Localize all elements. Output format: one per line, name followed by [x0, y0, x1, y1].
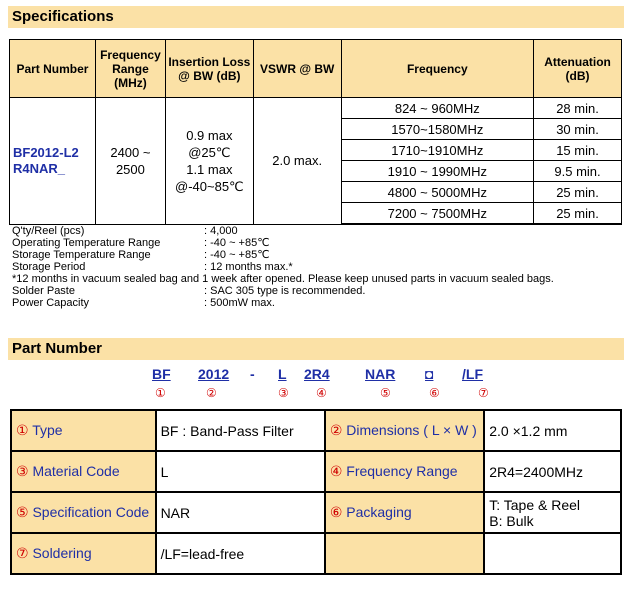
empty-label [325, 533, 484, 574]
type-label: ① Type [11, 410, 156, 451]
packaging-label: ⑥ Packaging [325, 492, 484, 533]
index-2: ② [206, 386, 217, 400]
frequency-range-value: 2R4=2400MHz [484, 451, 621, 492]
table-row [11, 492, 621, 533]
attenuation-cell: 28 min. [534, 98, 622, 119]
attenuation-cell: 15 min. [534, 140, 622, 161]
code-spec: NAR [365, 366, 396, 382]
op-temp-value: : -40 ~ +85℃ [204, 237, 270, 249]
attenuation-cell: 25 min. [534, 203, 622, 225]
part-number-heading: Part Number [8, 338, 624, 360]
solder-paste-value: : SAC 305 type is recommended. [204, 285, 366, 297]
soldering-label: ⑦ Soldering [11, 533, 156, 574]
storage-period-label: Storage Period [12, 261, 86, 273]
power-capacity-label: Power Capacity [12, 297, 90, 309]
frequency-cell: 1710~1910MHz [341, 140, 534, 161]
frequency-cell: 1570~1580MHz [341, 119, 534, 140]
part-number-table [10, 409, 622, 575]
frequency-cell: 7200 ~ 7500MHz [341, 203, 534, 225]
header-frequency-range: Frequency Range (MHz) [95, 40, 165, 98]
soldering-value: /LF=lead-free [156, 533, 325, 574]
table-row [11, 410, 621, 451]
attenuation-cell: 25 min. [534, 182, 622, 203]
index-1: ① [155, 386, 166, 400]
index-4: ④ [316, 386, 327, 400]
storage-footnote: *12 months in vacuum sealed bag and 1 week after opened. Please keep unused parts in vacuum sealed bags. [12, 273, 554, 285]
header-vswr: VSWR @ BW [253, 40, 341, 98]
index-7: ⑦ [478, 386, 489, 400]
header-frequency: Frequency [341, 40, 534, 98]
frequency-cell: 1910 ~ 1990MHz [341, 161, 534, 182]
code-dimensions: 2012 [198, 366, 230, 382]
index-5: ⑤ [380, 386, 391, 400]
code-dash: - [250, 366, 255, 382]
header-insertion-loss: Insertion Loss @ BW (dB) [165, 40, 253, 98]
code-packaging-icon: ◘ [425, 366, 434, 382]
index-3: ③ [278, 386, 289, 400]
table-row [11, 533, 621, 574]
packaging-value: T: Tape & Reel B: Bulk [484, 492, 621, 533]
op-temp-label: Operating Temperature Range [12, 237, 161, 249]
vswr-cell: 2.0 max. [253, 98, 341, 225]
frequency-range-label: ④ Frequency Range [325, 451, 484, 492]
frequency-range-cell: 2400 ~ 2500 [95, 98, 165, 225]
type-value: BF : Band-Pass Filter [156, 410, 325, 451]
attenuation-cell: 9.5 min. [534, 161, 622, 182]
qty-label: Q'ty/Reel (pcs) [12, 225, 85, 237]
index-6: ⑥ [429, 386, 440, 400]
frequency-cell: 824 ~ 960MHz [341, 98, 534, 119]
specifications-table [9, 39, 622, 225]
attenuation-cell: 30 min. [534, 119, 622, 140]
spec-code-label: ⑤ Specification Code [11, 492, 156, 533]
empty-value [484, 533, 621, 574]
material-code-label: ③ Material Code [11, 451, 156, 492]
dimensions-label: ② Dimensions ( L × W ) [325, 410, 484, 451]
solder-paste-label: Solder Paste [12, 285, 75, 297]
table-row [11, 451, 621, 492]
storage-period-value: : 12 months max.* [204, 261, 293, 273]
dimensions-value: 2.0 ×1.2 mm [484, 410, 621, 451]
qty-value: : 4,000 [204, 225, 238, 237]
power-capacity-value: : 500mW max. [204, 297, 275, 309]
code-material: L [278, 366, 287, 382]
header-attenuation: Attenuation (dB) [534, 40, 622, 98]
code-frequency: 2R4 [304, 366, 330, 382]
code-type: BF [152, 366, 171, 382]
spec-code-value: NAR [156, 492, 325, 533]
insertion-loss-cell: 0.9 max @25℃ 1.1 max @-40~85℃ [165, 98, 253, 225]
material-code-value: L [156, 451, 325, 492]
part-code-line [0, 366, 641, 382]
code-soldering: /LF [462, 366, 483, 382]
header-part-number: Part Number [10, 40, 96, 98]
code-index-line [0, 386, 641, 400]
specifications-heading: Specifications [8, 6, 624, 28]
spec-notes [12, 225, 632, 309]
part-number-cell: BF2012-L2R4NAR_ [10, 98, 96, 225]
storage-temp-value: : -40 ~ +85℃ [204, 249, 270, 261]
frequency-cell: 4800 ~ 5000MHz [341, 182, 534, 203]
storage-temp-label: Storage Temperature Range [12, 249, 151, 261]
